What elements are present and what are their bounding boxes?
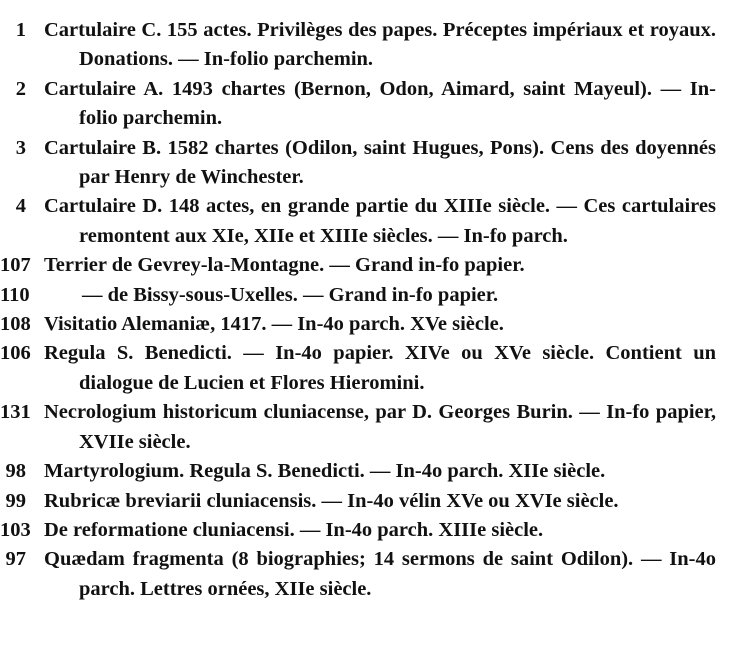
entry-text: Cartulaire D. 148 actes, en grande partie du XIIIe siècle. — Ces cartulaires remontent aux XIe, XIIe et XIIIe siècles. — In-fo parch.: [44, 195, 716, 247]
entry-number: 4: [15, 195, 26, 218]
entry-number: 108: [0, 313, 31, 336]
list-entry: [0, 310, 743, 339]
entry-text: Terrier de Gevrey-la-Montagne. — Grand in-fo papier.: [44, 254, 525, 277]
entry-number: 106: [0, 342, 31, 365]
entry-number: 2: [15, 77, 26, 100]
entry-text: — de Bissy-sous-Uxelles. — Grand in-fo papier.: [82, 283, 499, 306]
entry-number: 99: [5, 489, 26, 512]
list-entry: [0, 192, 743, 251]
list-entry: [0, 16, 743, 75]
entry-text: De reformatione cluniacensi. — In-4o parch. XIIIe siècle.: [44, 518, 544, 541]
entry-number: 110: [0, 283, 30, 306]
list-entry: [0, 487, 743, 516]
entry-text: Martyrologium. Regula S. Benedicti. — In-4o parch. XIIe siècle.: [44, 460, 606, 483]
list-entry: [0, 398, 743, 457]
list-entry: [0, 457, 743, 486]
entry-number: 3: [15, 136, 26, 159]
list-entry: [0, 251, 743, 280]
entry-number: 107: [0, 254, 31, 277]
entry-text: Regula S. Benedicti. — In-4o papier. XIVe ou XVe siècle. Contient un dialogue de Lucien et Flores Hieromini.: [44, 342, 716, 394]
list-entry: [0, 516, 743, 545]
entry-text: Rubricæ breviarii cluniacensis. — In-4o vélin XVe ou XVIe siècle.: [44, 489, 619, 512]
list-entry: [0, 545, 743, 604]
entry-text: Cartulaire A. 1493 chartes (Bernon, Odon, Aimard, saint Mayeul). — In-folio parchemin.: [44, 77, 716, 130]
entry-number: 1: [15, 19, 26, 41]
entry-text: Visitatio Alemaniæ, 1417. — In-4o parch. XVe siècle.: [44, 313, 504, 336]
manuscript-list: [0, 16, 743, 604]
list-entry: [0, 281, 743, 310]
list-entry: [0, 339, 743, 398]
entry-number: 97: [5, 548, 26, 571]
entry-text: Cartulaire B. 1582 chartes (Odilon, saint Hugues, Pons). Cens des doyennés par Henry de Winchester.: [44, 136, 716, 189]
entry-text: Quædam fragmenta (8 biographies; 14 sermons de saint Odilon). — In-4o parch. Lettres ornées, XIIe siècle.: [44, 548, 716, 600]
list-entry: [0, 134, 743, 193]
entry-number: 98: [5, 460, 26, 483]
list-entry: [0, 75, 743, 134]
entry-text: Cartulaire C. 155 actes. Privilèges des papes. Préceptes impériaux et royaux. Donations. — In-folio parchemin.: [44, 19, 716, 71]
entry-text: Necrologium historicum cluniacense, par D. Georges Burin. — In-fo papier, XVIIe siècle.: [44, 401, 716, 453]
entry-number: 103: [0, 518, 31, 541]
entry-number: 131: [0, 401, 31, 424]
